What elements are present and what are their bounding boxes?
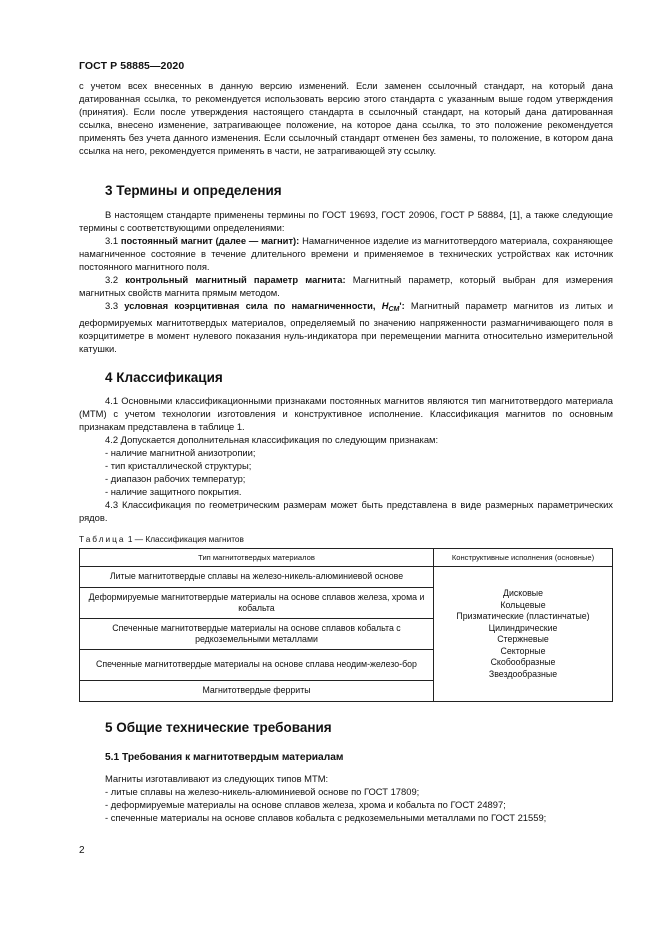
material-cell: Магнитотвердые ферриты — [80, 681, 434, 702]
term-symbol: H — [381, 300, 389, 311]
term-3-3 — [79, 299, 613, 355]
list-item: - наличие магнитной анизотропии; — [105, 447, 256, 458]
term-definition: Магнитный параметр, который выбран для измерения магнитных свойств магнита прямым методом. — [79, 274, 613, 299]
clause-4-1: 4.1 Основными классификационными признаками постоянных магнитов являются тип магнитотвердого материала (МТМ) с учетом технологии изготовления и конструктивное исполнение. Классификация магнитов по основным признакам представлена в таблице 1. — [79, 395, 613, 433]
list-item: - спеченные материалы на основе сплавов кобальта с редкоземельными металлами по ГОСТ 21559; — [105, 812, 547, 823]
designs-cell — [434, 567, 613, 702]
section-4-heading: 4 Классификация — [105, 370, 223, 385]
page-header: ГОСТ Р 58885—2020 — [79, 60, 185, 72]
term-symbol-subscript: CM — [388, 306, 400, 313]
list-item: - тип кристаллической структуры; — [105, 460, 252, 471]
design-item: Стержневые — [497, 634, 549, 644]
intro-paragraph: с учетом всех внесенных в данную версию изменений. Если заменен ссылочный стандарт, на который дана датированная ссылка, то рекомендуется использовать версию этого стандарта с указанным выше годом утверждения (принятия). Если после утверждения настоящего стандарта в ссылочный стандарт, на который дана датированная ссылка, внесено изменение, затрагивающее положение, на которое дана ссылка, то это положение рекомендуется применять без учета данного изменения. Если ссылочный стандарт отменен без замены, то положение, в котором дана ссылка на него, рекомендуется применять в части, не затрагивающей эту ссылку. — [79, 80, 613, 157]
table-header-cell: Тип магнитотвердых материалов — [80, 549, 434, 567]
term-definition: Магнитный параметр магнитов из литых и деформируемых магнитотвердых материалов, определяемый по значению напряженности размагничивающего поля в коэрцитиметре в момент нулевого показания нуль-индикатора при перемещении магнита относительно измерительной катушки. — [79, 300, 613, 355]
term-3-1 — [79, 234, 613, 273]
clause-4-3: 4.3 Классификация по геометрическим размерам может быть представлена в виде размерных параметрических рядов. — [79, 499, 613, 524]
term-number: 3.3 — [105, 300, 125, 311]
material-cell: Спеченные магнитотвердые материалы на основе сплавов кобальта с редкоземельными металлами — [80, 619, 434, 650]
design-item: Секторные — [500, 645, 546, 656]
term-number: 3.2 — [105, 274, 126, 285]
material-cell: Литые магнитотвердые сплавы на железо-никель-алюминиевой основе — [80, 567, 434, 588]
design-item: Цилиндрические — [488, 622, 558, 633]
classification-table — [79, 548, 613, 702]
material-cell: Спеченные магнитотвердые материалы на основе сплава неодим-железо-бор — [80, 650, 434, 681]
subsection-5-1-heading: 5.1 Требования к магнитотвердым материалам — [105, 752, 344, 763]
term-name: условная коэрцитивная сила по намагниченности, — [124, 300, 382, 311]
table-row — [80, 567, 613, 588]
section-3-heading: 3 Термины и определения — [105, 183, 282, 198]
table-header-cell: Конструктивные исполнения (основные) — [434, 549, 613, 567]
term-symbol-tail: ': — [399, 300, 405, 311]
section-5-heading: 5 Общие технические требования — [105, 720, 332, 735]
design-item: Дисковые — [503, 588, 543, 598]
page-number: 2 — [79, 845, 85, 856]
section-3-intro: В настоящем стандарте применены термины по ГОСТ 19693, ГОСТ 20906, ГОСТ Р 58884, [1], а также следующие термины с соответствующими определениями: — [79, 209, 613, 234]
term-name: контрольный магнитный параметр магнита: — [125, 274, 346, 285]
clause-4-2: 4.2 Допускается дополнительная классификация по следующим признакам: — [105, 434, 439, 445]
table-caption-title: 1 — Классификация магнитов — [125, 534, 244, 544]
list-item: - наличие защитного покрытия. — [105, 486, 242, 497]
table-header-row — [80, 549, 613, 567]
list-item: - деформируемые материалы на основе сплавов железа, хрома и кобальта по ГОСТ 24897; — [105, 799, 506, 810]
material-cell: Деформируемые магнитотвердые материалы на основе сплавов железа, хрома и кобальта — [80, 588, 434, 619]
term-3-2 — [79, 273, 613, 299]
term-name: постоянный магнит (далее — магнит): — [120, 235, 300, 246]
term-definition: Намагниченное изделие из магнитотвердого материала, сохраняющее намагниченное состояние в течение длительного времени и применяемое в технических устройствах как источник постоянного магнитного поля. — [79, 235, 614, 273]
list-item: - литые сплавы на железо-никель-алюминиевой основе по ГОСТ 17809; — [105, 786, 420, 797]
term-number: 3.1 — [105, 235, 121, 246]
list-item: - диапазон рабочих температур; — [105, 473, 246, 484]
design-item: Скобообразные — [490, 657, 556, 667]
design-item: Звездообразные — [488, 668, 558, 679]
design-item: Призматические (пластинчатые) — [456, 611, 590, 621]
design-item: Кольцевые — [500, 599, 546, 610]
table-caption — [79, 534, 244, 544]
section-5-1-intro: Магниты изготавливают из следующих типов МТМ: — [105, 773, 329, 784]
table-caption-label: Таблица — [79, 534, 126, 544]
